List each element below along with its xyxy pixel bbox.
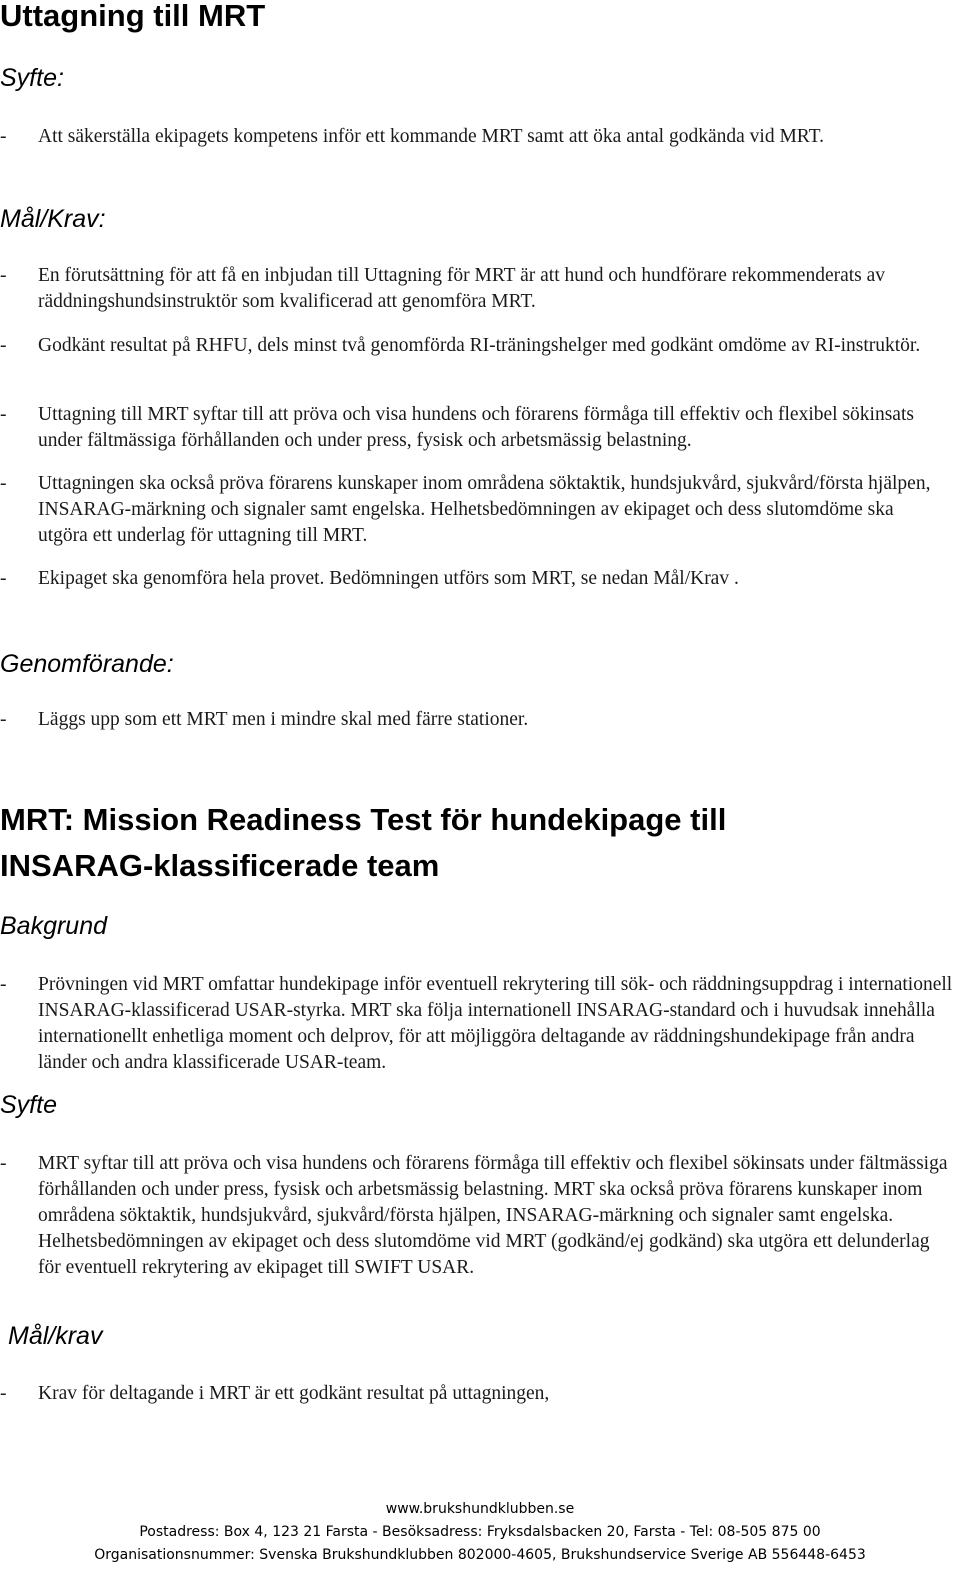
heading-bakgrund: Bakgrund: [0, 912, 108, 940]
footer-website[interactable]: www.brukshundklubben.se: [385, 1501, 575, 1517]
heading-syfte-mrt: Syfte: [0, 1091, 57, 1119]
heading-mal-krav: Mål/Krav:: [0, 205, 106, 233]
page-title: Uttagning till MRT: [0, 0, 266, 33]
heading-syfte: Syfte:: [0, 64, 64, 92]
footer-org: Organisationsnummer: Svenska Brukshundklubben 802000-4605, Brukshundservice Sverige AB 556448-6453: [94, 1547, 866, 1563]
section-title-mrt: MRT: Mission Readiness Test för hundekipage till INSARAG-klassificerade team: [0, 802, 727, 883]
footer-address: Postadress: Box 4, 123 21 Farsta - Besöksadress: Fryksdalsbacken 20, Farsta - Tel: 08-505 875 00: [139, 1524, 821, 1540]
heading-mal-krav-mrt: Mål/krav: [8, 1322, 103, 1350]
heading-genomforande: Genomförande:: [0, 650, 174, 678]
